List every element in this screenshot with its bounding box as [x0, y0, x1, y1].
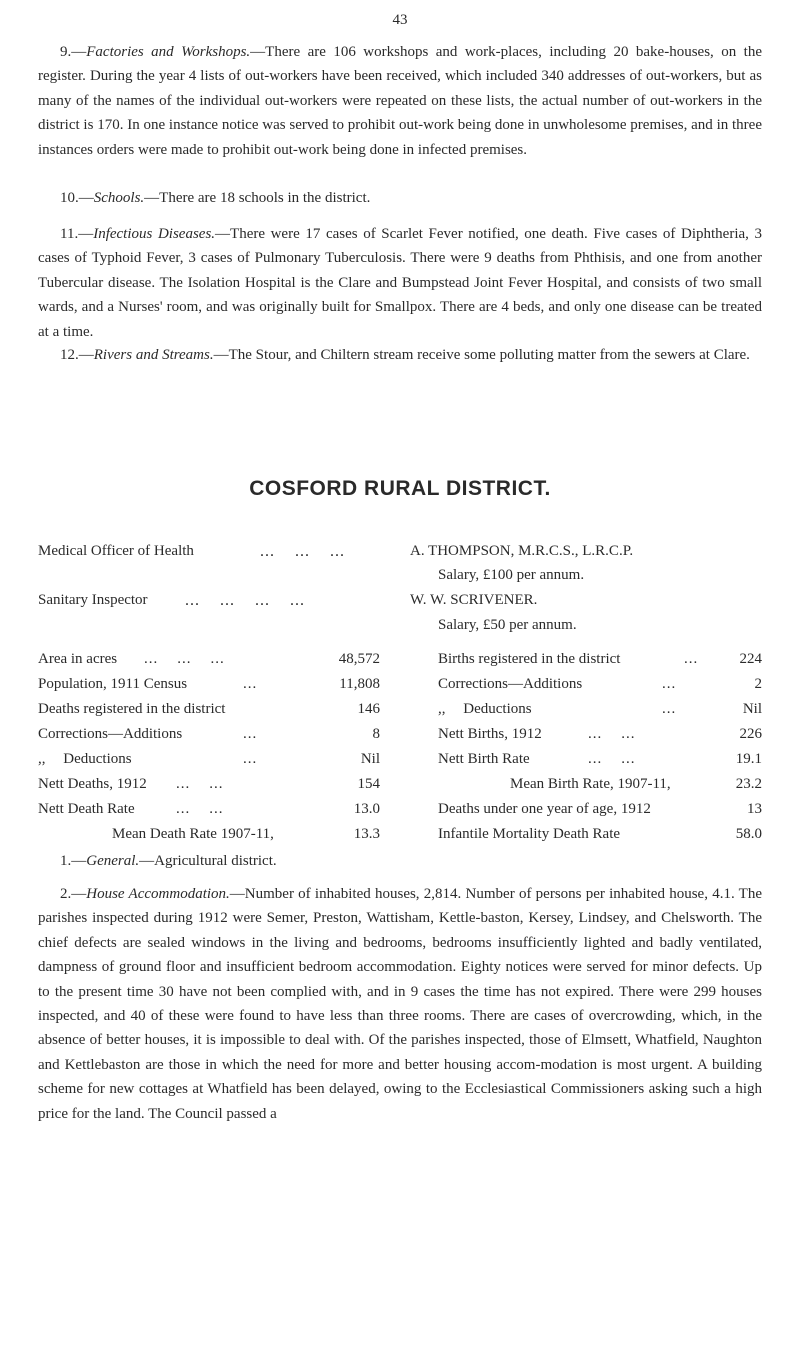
stat-value: 13	[747, 801, 762, 817]
stat-row	[38, 776, 380, 796]
section-title: General.	[86, 853, 140, 869]
stat-row	[438, 701, 762, 721]
stat-label: Infantile Mortality Death Rate	[438, 826, 621, 842]
stat-label: Mean Death Rate 1907-11,	[112, 826, 274, 842]
stat-row	[438, 801, 762, 821]
section-title: Schools.	[93, 190, 145, 206]
leader-dots: ... ... ...	[144, 651, 225, 667]
stat-value: 224	[739, 651, 762, 667]
section-text: Number of inhabited houses, 2,814. Number of persons per inhabited house, 4.1. The parishes inspected during 1912 were Semer, Preston, Wattisham, Kettle-baston, Kersey, Lindsey, and Chelsworth. The chief defects are sealed windows in the living and bedrooms, bedrooms insufficiently lighted and badly ventilated, dampness of ground floor and insufficient bedroom accommodation. Eighty notices were served for minor defects. Up to the present time 30 have not been complied with, and in 9 cases the time has not expired. There were 299 houses inspected, and 40 of these were found to have less than three rooms. There are cases of overcrowding, which, in the absence of better houses, it is impossible to deal with. Of the parishes inspected, those of Elmsett, Whatfield, Naughton and Kettlebaston are those in which the need for more and better housing accom-modation is most urgent. A building scheme for new cottages at Whatfield has been delayed, owing to the Ecclesiastical Commissioners asking such a high price for the land. The Council passed a	[38, 886, 762, 1122]
stat-row	[38, 676, 380, 696]
stat-value: 48,572	[338, 651, 380, 667]
stat-value: 19.1	[735, 751, 762, 767]
stat-value: 154	[357, 776, 380, 792]
stat-row	[438, 726, 762, 746]
stat-label: Corrections—Additions	[38, 726, 183, 742]
stat-label: Nett Birth Rate	[438, 751, 530, 767]
stat-label: ,, Deductions	[438, 701, 532, 717]
section-rivers: 12.—Rivers and Streams.—The Stour, and Chiltern stream receive some polluting matter from the sewers at Clare.	[60, 347, 750, 363]
stat-label: Births registered in the district	[438, 651, 621, 667]
district-heading: COSFORD RURAL DISTRICT.	[249, 477, 551, 500]
stat-label: Population, 1911 Census	[38, 676, 188, 692]
stat-label: Area in acres	[38, 651, 118, 667]
section-number: 12.	[60, 347, 79, 363]
stat-value: 2	[754, 676, 762, 692]
stat-label: Corrections—Additions	[438, 676, 583, 692]
leader-dots: ...	[243, 726, 258, 742]
stat-row	[38, 726, 380, 746]
si-name: W. W. SCRIVENER.	[410, 592, 538, 608]
stat-row	[38, 651, 380, 671]
leader-dots: ... ...	[176, 776, 224, 792]
leader-dots: ...	[662, 676, 677, 692]
stat-value: Nil	[360, 751, 380, 767]
section-number: 10.	[60, 190, 79, 206]
section-number: 9.	[60, 44, 72, 60]
stat-value: 23.2	[735, 776, 762, 792]
section-number: 11.	[60, 226, 79, 242]
stat-label: Nett Deaths, 1912	[38, 776, 147, 792]
section-number: 2.	[60, 886, 72, 902]
leader-dots: ... ...	[588, 751, 636, 767]
stat-row	[438, 651, 762, 671]
section-title: Rivers and Streams.	[93, 347, 214, 363]
si-salary: Salary, £50 per annum.	[438, 617, 577, 633]
stat-label: Deaths under one year of age, 1912	[438, 801, 651, 817]
moh-label: Medical Officer of Health	[38, 543, 194, 559]
stat-value: 13.3	[353, 826, 380, 842]
leader-dots: ...	[684, 651, 699, 667]
leader-dots: ...	[243, 676, 258, 692]
si-label: Sanitary Inspector	[38, 592, 148, 608]
section-house-accommodation: 2.—House Accommodation.—Number of inhabited houses, 2,814. Number of persons per inhabited house, 4.1. The parishes inspected during 1912 were Semer, Preston, Wattisham, Kettle-baston, Kersey, Lindsey, and Chelsworth. The chief defects are sealed windows in the living and bedrooms, bedrooms insufficiently lighted and badly ventilated, dampness of ground floor and insufficient bedroom accommodation. Eighty notices were served for minor defects. Up to the present time 30 have not been complied with, and in 9 cases the time has not expired. There were 299 houses inspected, and 40 of these were found to have less than three rooms. There are cases of overcrowding, which, in the absence of better houses, it is impossible to deal with. Of the parishes inspected, those of Elmsett, Whatfield, Naughton and Kettlebaston are those in which the need for more and better housing accom-modation is most urgent. A building scheme for new cottages at Whatfield has been delayed, owing to the Ecclesiastical Commissioners asking such a high price for the land. The Council passed a	[38, 886, 762, 1122]
section-text: There were 17 cases of Scarlet Fever notified, one death. Five cases of Diphtheria, 3 cases of Typhoid Fever, 3 cases of Pulmonary Tuberculosis. There were 9 deaths from Phthisis, and one from another Tubercular disease. The Isolation Hospital is the Clare and Bumpstead Joint Fever Hospital, and consists of two small wards, and a Nurses' room, and was originally built for Smallpox. There are 4 beds, and only one disease can be treated at a time.	[38, 226, 762, 340]
section-general: 1.—General.—Agricultural district.	[60, 853, 277, 869]
section-title: House Accommodation.	[86, 886, 230, 902]
section-factories: 9.—Factories and Workshops.—There are 106 workshops and work-places, including 20 bake-houses, on the register. During the year 4 lists of out-workers have been received, which included 340 addresses of out-workers, but as many of the names of the individual out-workers were repeated on these lists, the actual number of out-workers in the district is 170. In one instance notice was served to prohibit out-work being done in unwholesome premises, and in three instances orders were made to prohibit out-work being done in infected premises.	[38, 44, 762, 158]
section-text: The Stour, and Chiltern stream receive some polluting matter from the sewers at Clare.	[228, 347, 750, 363]
stat-label: ,, Deductions	[38, 751, 132, 767]
stat-value: 226	[739, 726, 762, 742]
stat-row	[38, 751, 380, 771]
stat-value: 146	[357, 701, 380, 717]
section-infectious-diseases: 11.—Infectious Diseases.—There were 17 cases of Scarlet Fever notified, one death. Five cases of Diphtheria, 3 cases of Typhoid Fever, 3 cases of Pulmonary Tuberculosis. There were 9 deaths from Phthisis, and one from another Tubercular disease. The Isolation Hospital is the Clare and Bumpstead Joint Fever Hospital, and consists of two small wards, and a Nurses' room, and was originally built for Smallpox. There are 4 beds, and only one disease can be treated at a time.	[38, 226, 762, 340]
stat-label: Nett Births, 1912	[438, 726, 542, 742]
stat-row	[438, 776, 762, 796]
stat-row	[38, 701, 380, 721]
section-text: There are 106 workshops and work-places, including 20 bake-houses, on the register. During the year 4 lists of out-workers have been received, which included 340 addresses of out-workers, but as many of the names of the individual out-workers were repeated on these lists, the actual number of out-workers in the district is 170. In one instance notice was served to prohibit out-work being done in unwholesome premises, and in three instances orders were made to prohibit out-work being done in infected premises.	[38, 44, 762, 158]
section-schools: 10.—Schools.—There are 18 schools in the district.	[60, 190, 371, 206]
section-text: There are 18 schools in the district.	[159, 190, 371, 206]
stat-value: 58.0	[735, 826, 762, 842]
moh-name: A. THOMPSON, M.R.C.S., L.R.C.P.	[410, 543, 634, 559]
stat-row	[38, 801, 380, 821]
leader-dots: ... ... ... ...	[185, 592, 305, 609]
page-number: 43	[392, 12, 408, 28]
stat-value: 13.0	[353, 801, 380, 817]
stat-label: Deaths registered in the district	[38, 701, 226, 717]
moh-salary: Salary, £100 per annum.	[438, 567, 585, 583]
stat-value: 11,808	[339, 676, 380, 692]
section-title: Infectious Diseases.	[93, 226, 216, 242]
stat-row	[438, 751, 762, 771]
stat-value: 8	[372, 726, 380, 742]
stat-value: Nil	[742, 701, 762, 717]
leader-dots: ...	[662, 701, 677, 717]
leader-dots: ...	[243, 751, 258, 767]
leader-dots: ... ...	[588, 726, 636, 742]
section-text: Agricultural district.	[154, 853, 277, 869]
stat-row	[438, 676, 762, 696]
leader-dots: ... ... ...	[260, 543, 345, 560]
stat-row	[38, 826, 380, 846]
section-title: Factories and Workshops.	[86, 44, 251, 60]
leader-dots: ... ...	[176, 801, 224, 817]
stat-label: Nett Death Rate	[38, 801, 135, 817]
stat-label: Mean Birth Rate, 1907-11,	[510, 776, 671, 792]
section-number: 1.	[60, 853, 72, 869]
stat-row	[438, 826, 762, 846]
